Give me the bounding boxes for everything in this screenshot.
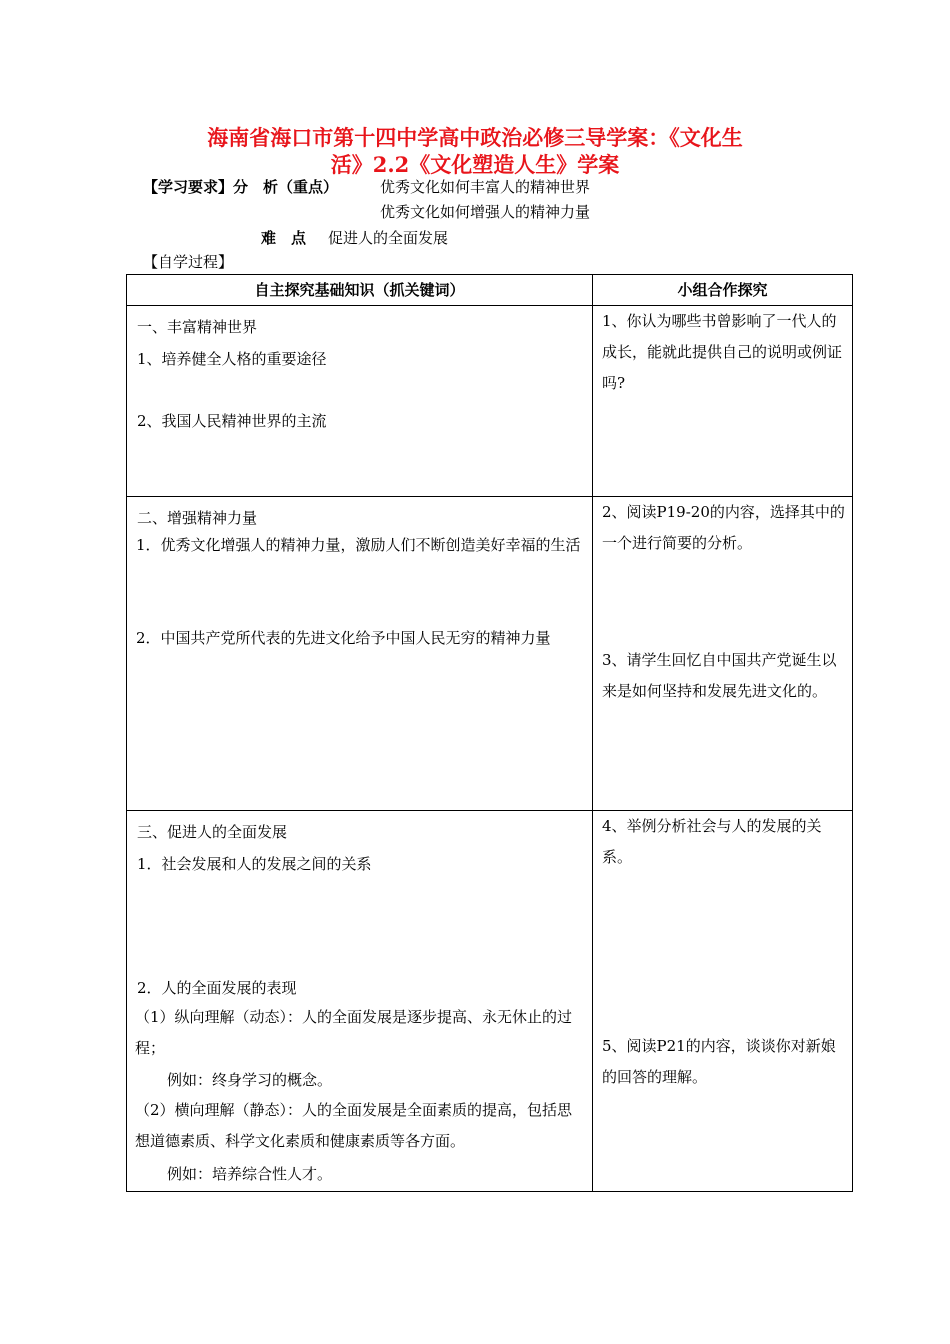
task-3: 3、请学生回忆自中国共产党诞生以来是如何坚持和发展先进文化的。 bbox=[602, 651, 837, 700]
study-table bbox=[126, 274, 853, 1192]
header-group-study: 小组合作探究 bbox=[593, 275, 853, 306]
task-1: 1、你认为哪些书曾影响了一代人的成长，能就此提供自己的说明或例证吗? bbox=[602, 312, 843, 392]
task-2: 2、阅读P19-20的内容，选择其中的一个进行简要的分析。 bbox=[602, 503, 845, 552]
section-3-horizontal-understanding: （2）横向理解（静态）：人的全面发展是全面素质的提高，包括思想道德素质、科学文化素质和健康素质等各方面。 bbox=[135, 1101, 573, 1150]
document-title-line-2: 活》2.2《文化塑造人生》学案 bbox=[330, 152, 620, 177]
row2-left-cell bbox=[127, 497, 592, 810]
task-4: 4、举例分析社会与人的发展的关系。 bbox=[602, 817, 822, 866]
document-title-line-1: 海南省海口市第十四中学高中政治必修三导学案：《文化生 bbox=[207, 125, 743, 150]
section-1-heading: 一、丰富精神世界 bbox=[137, 318, 258, 336]
process-label: 【自学过程】 bbox=[143, 253, 234, 271]
section-3-example-1: 例如：终身学习的概念。 bbox=[167, 1071, 333, 1089]
section-1-item-1: 1、培养健全人格的重要途径 bbox=[137, 350, 327, 368]
difficulty-label: 难 点 bbox=[261, 229, 307, 247]
section-3-item-1: 1．社会发展和人的发展之间的关系 bbox=[137, 855, 372, 873]
section-3-example-2: 例如：培养综合性人才。 bbox=[167, 1165, 333, 1183]
key-point-1: 优秀文化如何丰富人的精神世界 bbox=[380, 178, 591, 196]
section-2-heading: 二、增强精神力量 bbox=[137, 509, 258, 527]
header-self-study: 自主探究基础知识（抓关键词） bbox=[127, 275, 593, 306]
row2-right-cell bbox=[593, 497, 852, 810]
task-5: 5、阅读P21的内容，谈谈你对新娘的回答的理解。 bbox=[602, 1037, 836, 1086]
difficulty-text: 促进人的全面发展 bbox=[328, 229, 449, 247]
row1-right-cell bbox=[593, 306, 852, 496]
key-point-2: 优秀文化如何增强人的精神力量 bbox=[380, 203, 591, 221]
section-3-item-2: 2．人的全面发展的表现 bbox=[137, 979, 297, 997]
section-2-item-2: 2．中国共产党所代表的先进文化给予中国人民无穷的精神力量 bbox=[136, 629, 551, 647]
requirements-label: 【学习要求】分 析（重点） bbox=[143, 178, 339, 196]
row3-left-cell bbox=[127, 811, 592, 1191]
section-1-item-2: 2、我国人民精神世界的主流 bbox=[137, 412, 327, 430]
section-2-item-1: 1．优秀文化增强人的精神力量，激励人们不断创造美好幸福的生活 bbox=[136, 536, 581, 554]
row3-right-cell bbox=[593, 811, 852, 1191]
section-3-heading: 三、促进人的全面发展 bbox=[137, 823, 288, 841]
row1-left-cell bbox=[127, 306, 592, 496]
section-3-vertical-understanding: （1）纵向理解（动态）：人的全面发展是逐步提高、永无休止的过程； bbox=[135, 1008, 573, 1057]
